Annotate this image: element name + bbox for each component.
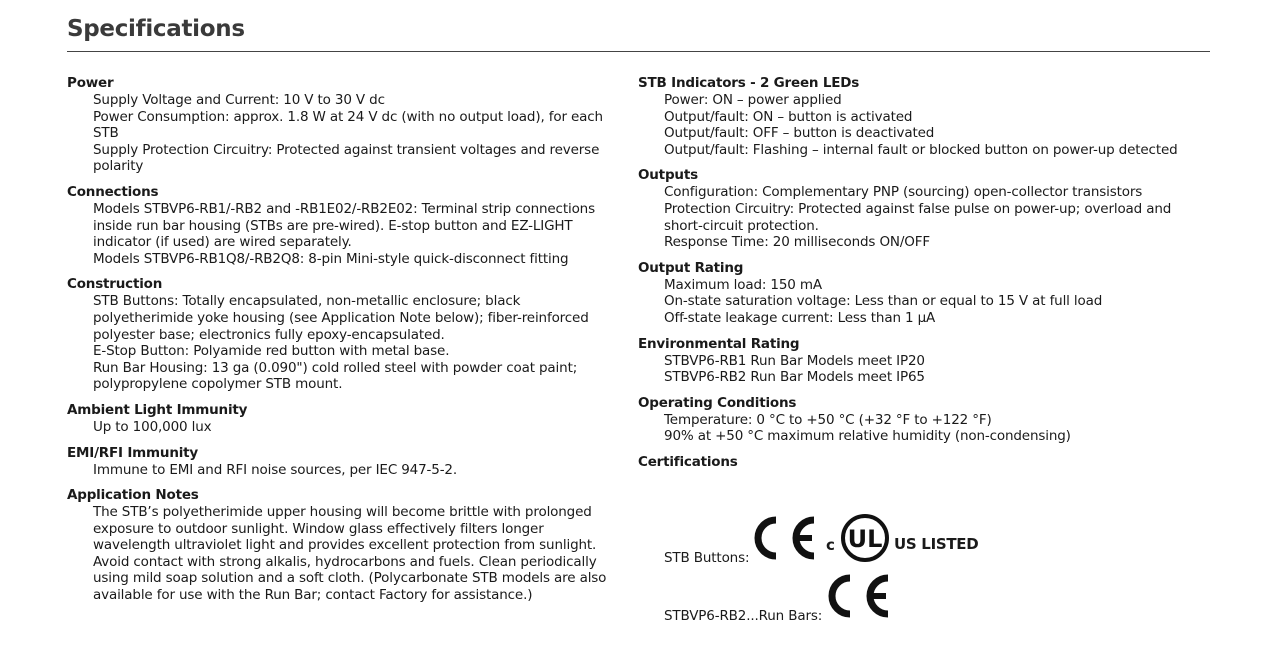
spec-section (67, 74, 622, 175)
spec-line: Off-state leakage current: Less than 1 µA (664, 309, 936, 326)
spec-line: exposure to outdoor sunlight. Window glass effectively filters longer (93, 520, 544, 537)
spec-section (638, 453, 1213, 471)
section-heading: Connections (67, 183, 159, 200)
spec-section (67, 401, 622, 436)
spec-line: Temperature: 0 °C to +50 °C (+32 °F to +122 °F) (664, 411, 992, 428)
spec-line: Output/fault: ON – button is activated (664, 108, 913, 125)
spec-line: STB Buttons: Totally encapsulated, non-metallic enclosure; black (93, 293, 521, 310)
spec-section (638, 259, 1213, 327)
spec-line: Power: ON – power applied (664, 92, 842, 108)
spec-line: polyester base; electronics fully epoxy-encapsulated. (93, 326, 445, 343)
spec-line: Immune to EMI and RFI noise sources, per IEC 947-5-2. (93, 461, 458, 478)
right-column (638, 74, 1213, 479)
section-heading: Power (67, 75, 114, 91)
spec-line: polarity (93, 158, 144, 175)
spec-line: Avoid contact with strong alkalis, hydrocarbons and fuels. Clean periodically (93, 553, 597, 570)
spec-line: Power Consumption: approx. 1.8 W at 24 V dc (with no output load), for each (93, 108, 603, 125)
ce-mark-runbar-icon (826, 570, 898, 622)
spec-line: STBVP6-RB1 Run Bar Models meet IP20 (664, 352, 925, 369)
spec-line: STBVP6-RB2 Run Bar Models meet IP65 (664, 369, 925, 386)
spec-line: Response Time: 20 milliseconds ON/OFF (664, 234, 930, 251)
spec-section (638, 74, 1213, 158)
ul-listed-icon (838, 512, 894, 564)
spec-line: using mild soap solution and a soft cloth. (Polycarbonate STB models are also (93, 570, 607, 587)
spec-line: Models STBVP6-RB1Q8/-RB2Q8: 8-pin Mini-style quick-disconnect fitting (93, 250, 569, 267)
spec-line: inside run bar housing (STBs are pre-wired). E-stop button and EZ-LIGHT (93, 217, 573, 234)
spec-line: E-Stop Button: Polyamide red button with metal base. (93, 343, 450, 360)
spec-line: STB (93, 125, 119, 142)
spec-line: indicator (if used) are wired separately. (93, 234, 352, 251)
spec-section (638, 394, 1213, 445)
title-rule (67, 51, 1210, 52)
section-heading: Operating Conditions (638, 394, 797, 411)
spec-line: Output/fault: Flashing – internal fault or blocked button on power-up detected (664, 141, 1178, 158)
spec-line: short-circuit protection. (664, 217, 819, 234)
spec-line: Up to 100,000 lux (93, 418, 212, 435)
spec-line: 90% at +50 °C maximum relative humidity (non-condensing) (664, 428, 1071, 445)
spec-line: wavelength ultraviolet light and provides excellent protection from sunlight. (93, 537, 597, 554)
section-heading: Application Notes (67, 487, 199, 504)
spec-section (638, 166, 1213, 250)
section-heading: Output Rating (638, 259, 744, 276)
spec-line: polyetherimide yoke housing (see Application Note below); fiber-reinforced (93, 309, 589, 326)
spec-line: Models STBVP6-RB1/-RB2 and -RB1E02/-RB2E02: Terminal strip connections (93, 200, 595, 217)
left-column (67, 74, 622, 612)
section-heading: Certifications (638, 453, 738, 470)
spec-section (67, 183, 622, 267)
section-heading: Environmental Rating (638, 335, 800, 352)
spec-section (67, 444, 622, 479)
spec-line: The STB’s polyetherimide upper housing will become brittle with prolonged (93, 504, 592, 521)
page-title: Specifications (67, 16, 245, 42)
spec-section (67, 275, 622, 393)
spec-section (67, 486, 622, 604)
spec-section (638, 335, 1213, 386)
spec-line: Supply Voltage and Current: 10 V to 30 V dc (93, 92, 385, 108)
stb-buttons-cert-label: STB Buttons: (664, 550, 750, 566)
ul-us-listed-text: US LISTED (894, 535, 979, 553)
runbar-cert-label: STBVP6-RB2...Run Bars: (664, 608, 823, 624)
ce-mark-icon (752, 512, 824, 564)
spec-line: Maximum load: 150 mA (664, 276, 822, 293)
section-heading: Construction (67, 276, 163, 293)
ul-c-letter: c (826, 536, 835, 554)
spec-line: Configuration: Complementary PNP (sourcing) open-collector transistors (664, 184, 1143, 201)
spec-line: Supply Protection Circuitry: Protected against transient voltages and reverse (93, 141, 600, 158)
spec-line: Output/fault: OFF – button is deactivated (664, 125, 935, 142)
section-heading: Ambient Light Immunity (67, 401, 248, 418)
section-heading: Outputs (638, 167, 698, 184)
spec-line: Run Bar Housing: 13 ga (0.090") cold rolled steel with powder coat paint; (93, 359, 578, 376)
spec-line: polypropylene copolymer STB mount. (93, 376, 343, 393)
section-heading: EMI/RFI Immunity (67, 444, 199, 461)
spec-line: On-state saturation voltage: Less than or equal to 15 V at full load (664, 293, 1103, 310)
spec-line: Protection Circuitry: Protected against false pulse on power-up; overload and (664, 200, 1172, 217)
spec-line: available for use with the Run Bar; contact Factory for assistance.) (93, 587, 533, 604)
section-heading: STB Indicators - 2 Green LEDs (638, 75, 860, 91)
ul-inner-text: UL (847, 525, 883, 553)
